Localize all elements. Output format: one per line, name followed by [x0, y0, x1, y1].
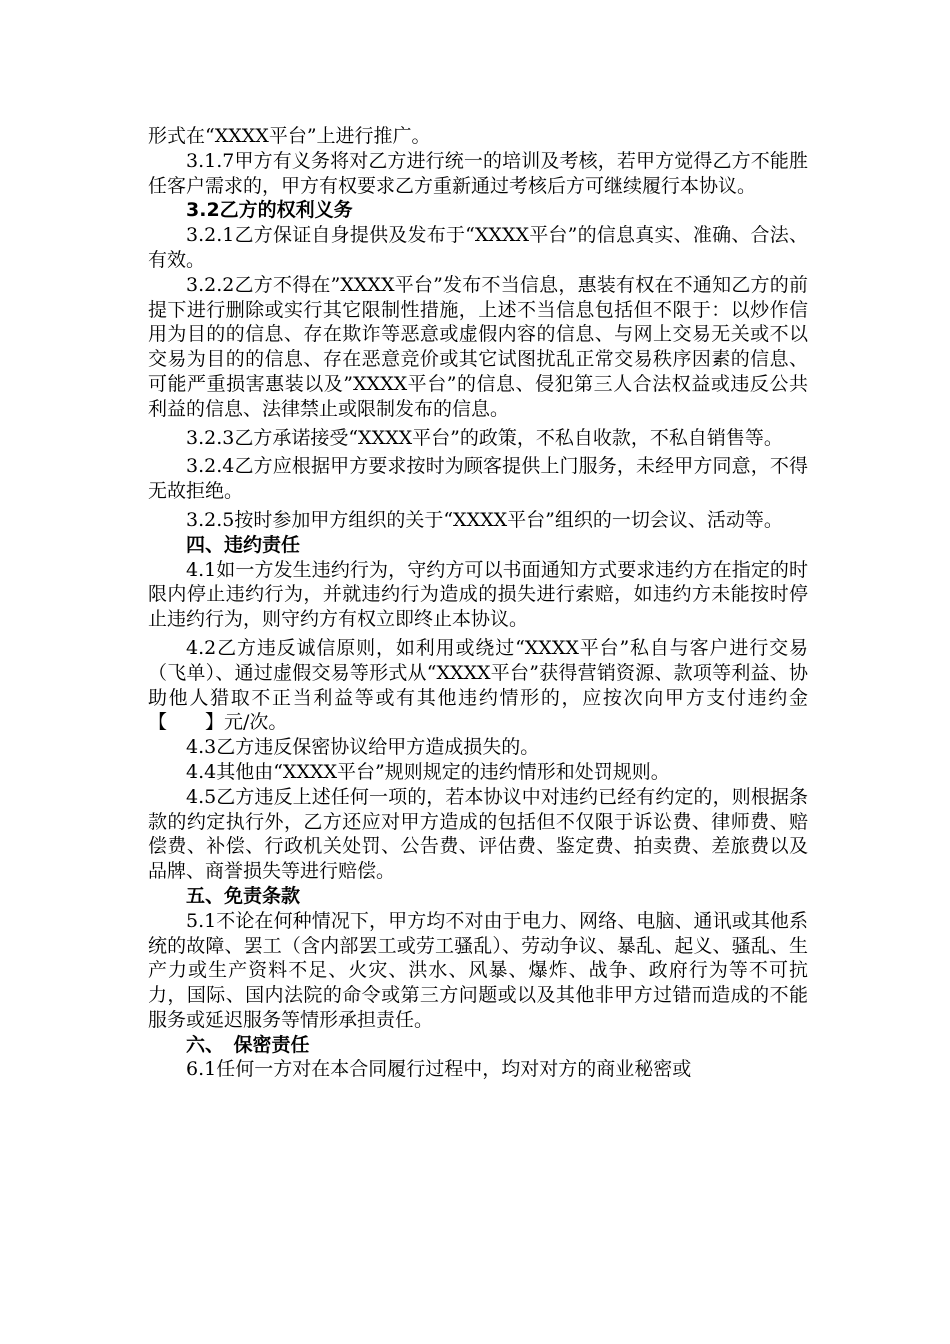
- section-heading-4: 四、违约责任: [186, 533, 301, 556]
- clause-4-1: 4.1如一方发生违约行为，守约方可以书面通知方式要求违约方在指定的时限内停止违约行为，并就违约行为造成的损失进行索赔，如违约方未能按时停止违约行为，则守约方有权立即终止本协议。: [148, 558, 808, 631]
- clause-3-2-5: 3.2.5按时参加甲方组织的关于“XXXX平台”组织的一切会议、活动等。: [186, 508, 783, 531]
- document-body: [148, 124, 808, 1082]
- section-heading-3-2: 3.2乙方的权利义务: [186, 199, 353, 222]
- clause-3-2-4: 3.2.4乙方应根据甲方要求按时为顾客提供上门服务，未经甲方同意，不得无故拒绝。: [148, 455, 808, 503]
- clause-5-1: 5.1不论在何种情况下，甲方均不对由于电力、网络、电脑、通讯或其他系统的故障、罢工（含内部罢工或劳工骚乱）、劳动争议、暴乱、起义、骚乱、生产力或生产资料不足、火灾、洪水、风暴、爆炸、战争、政府行为等不可抗力，国际、国内法院的命令或第三方问题或以及其他非甲方过错而造成的不能服务或延迟服务等情形承担责任。: [148, 909, 808, 1031]
- section-heading-6: 六、 保密责任: [186, 1033, 310, 1056]
- clause-4-4: 4.4其他由“XXXX平台”规则规定的违约情形和处罚规则。: [186, 760, 670, 783]
- clause-4-3: 4.3乙方违反保密协议给甲方造成损失的。: [186, 736, 540, 759]
- clause-4-5: 4.5乙方违反上述任何一项的，若本协议中对违约已经有约定的，则根据条款的约定执行外，乙方还应对甲方造成的包括但不仅限于诉讼费、律师费、赔偿费、补偿、行政机关处罚、公告费、评估费、鉴定费、拍卖费、差旅费以及品牌、商誉损失等进行赔偿。: [148, 785, 808, 883]
- paragraph-continuation: 形式在“XXXX平台”上进行推广。: [148, 125, 431, 147]
- clause-3-2-3: 3.2.3乙方承诺接受“XXXX平台”的政策，不私自收款，不私自销售等。: [186, 426, 783, 449]
- clause-3-1-7: 3.1.7甲方有义务将对乙方进行统一的培训及考核，若甲方觉得乙方不能胜任客户需求的，甲方有权要求乙方重新通过考核后方可继续履行本协议。: [148, 149, 808, 197]
- clause-6-1: 6.1任何一方对在本合同履行过程中，均对对方的商业秘密或: [186, 1058, 692, 1081]
- clause-3-2-1: 3.2.1乙方保证自身提供及发布于“XXXX平台”的信息真实、准确、合法、有效。: [148, 224, 808, 271]
- section-heading-5: 五、免责条款: [186, 884, 301, 907]
- clause-3-2-2: 3.2.2乙方不得在”XXXX平台”发布不当信息，惠装有权在不通知乙方的前提下进行删除或实行其它限制性措施，上述不当信息包括但不限于：以炒作信用为目的的信息、存在欺诈等恶意或虚假内容的信息、与网上交易无关或不以交易为目的的信息、存在恶意竞价或其它试图扰乱正常交易秩序因素的信息、可能严重损害惠装以及”XXXX平台”的信息、侵犯第三人合法权益或违反公共利益的信息、法律禁止或限制发布的信息。: [148, 273, 808, 420]
- clause-4-2: 4.2乙方违反诚信原则，如利用或绕过“XXXX平台”私自与客户进行交易（飞单）、通过虚假交易等形式从“XXXX平台”获得营销资源、款项等利益、协助他人猎取不正当利益等或有其他违约情形的，应按次向甲方支付违约金【 】元/次。: [148, 636, 808, 734]
